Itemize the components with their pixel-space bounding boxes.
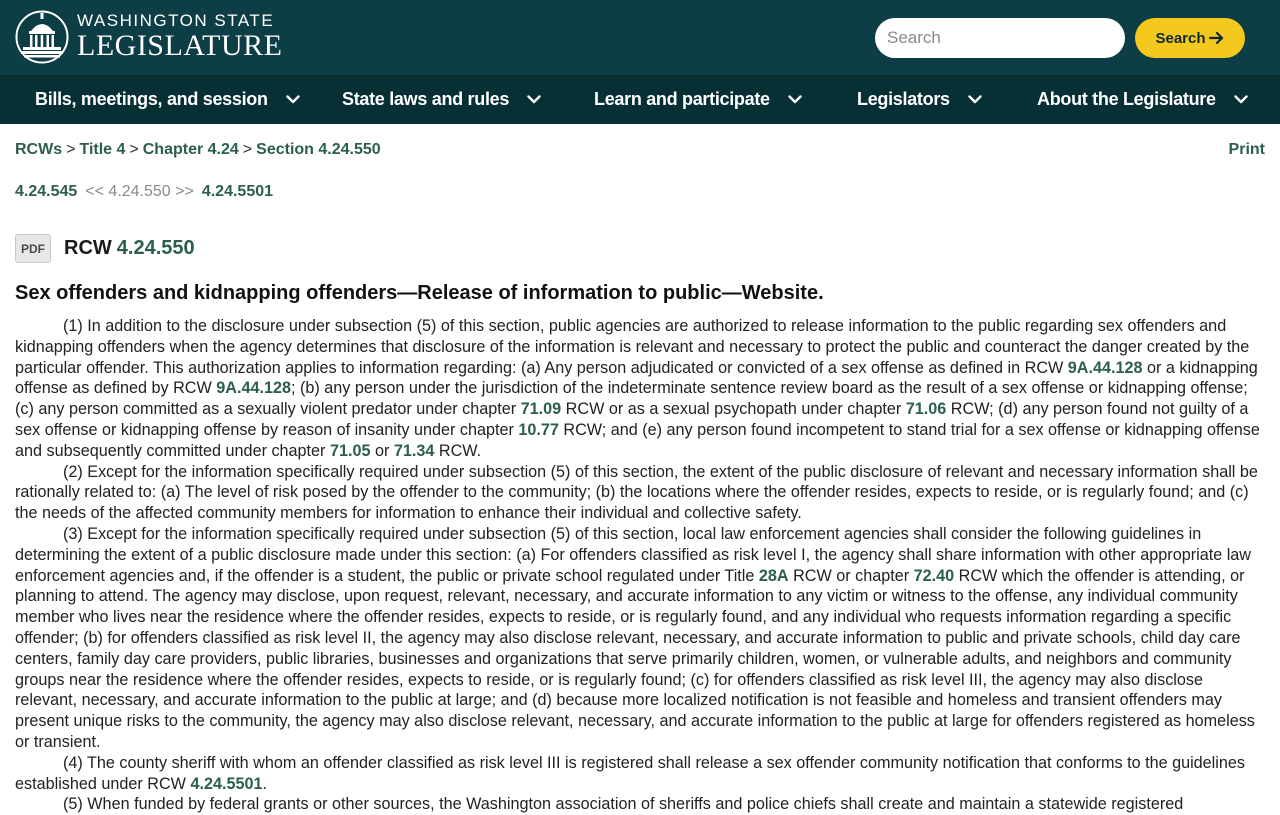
cite-link[interactable]: 10.77 [518,420,559,439]
body-text: RCW which the offender is attending, or planning to attend. The agency may disclose, upon request, relevant, necessary, and accurate information to any victim or witness to the offense, any individual community member who lives near the residence where the offender resides, expects to reside, or is regularly found, and any individual who requests information regarding a specific offender; (b) for offenders classified as risk level II, the agency may also disclose relevant, necessary, and accurate information to public and private schools, child day care centers, family day care providers, public libraries, businesses and organizations that serve primarily children, women, or vulnerable adults, and neighbors and community groups near the residence where the offender resides, expects to reside, or is regularly found; (c) for offenders classified as risk level III, the agency may also disclose relevant, necessary, and accurate information to the public at large; and (d) because more localized notification is not feasible and homeless and transient offenders may present unique risks to the community, the agency may also disclose relevant, necessary, and accurate information to the public at large for offenders registered as homeless or transient. [15,566,1255,751]
breadcrumb-separator: > [129,141,139,158]
cite-link[interactable]: 71.09 [520,400,562,419]
body-text: RCW or as a sexual psychopath under chapter [561,400,906,419]
body-text: RCW or chapter [788,566,914,585]
breadcrumb-chapter[interactable]: Chapter 4.24 [142,141,239,158]
section-title-row [15,234,195,263]
paragraph-4 [15,753,1265,795]
logo-text [77,12,282,62]
print-link[interactable]: Print [1228,141,1265,158]
breadcrumb-title[interactable]: Title 4 [79,141,126,158]
paragraph-3 [15,524,1265,753]
nav-item-legislators[interactable] [857,75,982,124]
body-text: RCW; (d) any person found not guilty of a sex offense or kidnapping offense by reason of insanity under chapter [15,400,1249,439]
nav-item-label: Legislators [857,89,950,109]
site-header [0,0,1280,75]
logo-top-text: WASHINGTON STATE [77,11,275,30]
breadcrumb-rcws[interactable]: RCWs [15,141,63,158]
breadcrumb [15,141,381,159]
chevron-down-icon [788,95,802,104]
nav-item-laws[interactable] [342,75,541,124]
pdf-button[interactable]: PDF [15,234,51,263]
nav-item-label: State laws and rules [342,89,510,109]
nav-item-bills[interactable] [35,75,300,124]
chevron-down-icon [1234,95,1248,104]
nav-item-label: About the Legislature [1037,89,1216,109]
cite-link[interactable]: 28A [758,566,789,585]
nav-item-learn[interactable] [594,75,802,124]
breadcrumb-section[interactable]: Section 4.24.550 [256,141,381,158]
search-input[interactable] [875,18,1125,58]
nav-item-about[interactable] [1037,75,1248,124]
capitol-dome-icon [15,9,69,65]
arrow-right-icon [1209,31,1225,45]
body-text: (1) In addition to the disclosure under subsection (5) of this section, public agencies are authorized to release information to the public regarding sex offenders and kidnapping offenders when the agency determines that disclosure of the information is relevant and necessary to protect the public and counteract the danger created by the particular offender. This authorization applies to information regarding: (a) Any person adjudicated or convicted of a sex offense as defined in RCW [15,317,1250,377]
body-text: ; (b) any person under the jurisdiction of the indeterminate sentence review board as the result of a sex offense or kidnapping offense; (c) any person committed as a sexually violent predator under chapter [15,379,1248,419]
main-nav [0,75,1280,124]
current-section-indicator: << 4.24.550 >> [85,183,194,200]
section-sequence-nav [15,183,273,201]
rcw-label: RCW [64,237,112,259]
prev-section-link[interactable]: 4.24.545 [15,183,78,200]
section-caption: Sex offenders and kidnapping offenders—Release of information to public—Website. [15,282,824,304]
breadcrumb-separator: > [66,141,76,158]
cite-link[interactable]: 4.24.5501 [190,774,263,793]
site-logo[interactable] [15,9,282,65]
cite-link[interactable]: 71.06 [905,400,947,419]
next-section-link[interactable]: 4.24.5501 [201,183,274,200]
paragraph-1 [15,316,1265,462]
chevron-down-icon [286,95,300,104]
body-text: . [262,774,267,793]
cite-link[interactable]: 9A.44.128 [216,379,291,398]
search-button-label: Search [1155,29,1206,47]
body-text: RCW; and (e) any person found incompetent to stand trial for a sex offense or kidnapping offense and subsequently committed under chapter [15,420,1260,460]
body-text: or [370,441,394,460]
nav-item-label: Bills, meetings, and session [35,89,268,109]
section-body [15,316,1265,815]
body-text: (3) Except for the information specifically required under subsection (5) of this section, local law enforcement agencies shall consider the following guidelines in determining the extent of a public disclosure made under this section: (a) For offenders classified as risk level I, the agency shall share information with other appropriate law enforcement agencies and, if the offender is a student, the public or private school regulated under Title [15,524,1251,585]
chevron-down-icon [527,95,541,104]
cite-link[interactable]: 71.05 [329,441,371,460]
body-text: or a kidnapping offense as defined by RCW [15,358,1258,398]
logo-bottom-text: LEGISLATURE [77,29,283,62]
chevron-down-icon [968,95,982,104]
search-button[interactable] [1135,18,1245,58]
paragraph-5: (5) When funded by federal grants or other sources, the Washington association of sheriffs and police chiefs shall create and maintain a statewide registered [63,795,1184,814]
nav-item-label: Learn and participate [594,89,770,109]
body-text: (4) The county sheriff with whom an offender classified as risk level III is registered shall release a sex offender community notification that conforms to the guidelines established under RCW [15,753,1245,793]
body-text: RCW. [434,441,482,460]
cite-link[interactable]: 72.40 [913,566,955,585]
paragraph-2: (2) Except for the information specifically required under subsection (5) of this section, the extent of the public disclosure of relevant and necessary information shall be rationally related to: (a) The level of risk posed by the offender to the community; (b) the locations where the offender resides, expects to reside, or is regularly found; and (c) the needs of the affected community members for information to enhance their individual and collective safety. [15,462,1258,523]
rcw-number-link[interactable]: 4.24.550 [116,237,195,259]
cite-link[interactable]: 9A.44.128 [1067,358,1143,377]
breadcrumb-separator: > [242,141,253,158]
cite-link[interactable]: 71.34 [393,441,435,460]
